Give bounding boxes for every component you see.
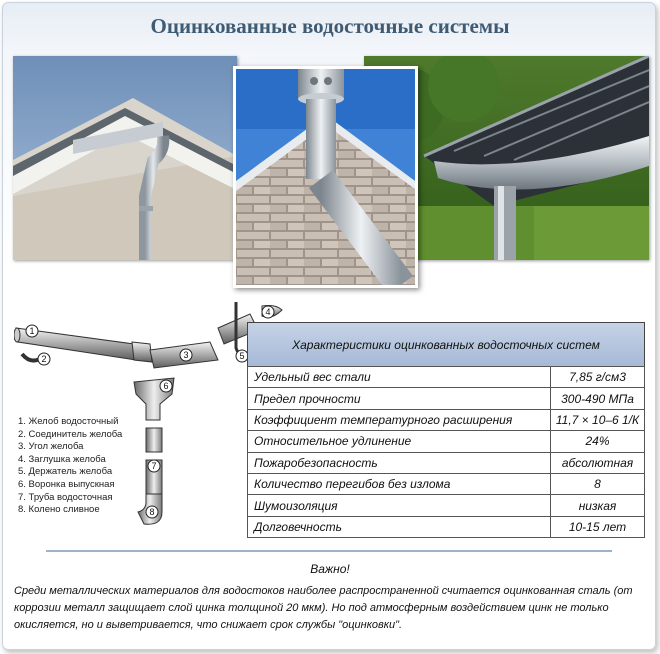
spec-value: 300-490 МПа — [551, 388, 645, 409]
spec-label: Удельный вес стали — [248, 367, 551, 388]
spec-value: 11,7 × 10–6 1/К — [551, 409, 645, 430]
diagram-label-6: 6 — [163, 381, 169, 391]
table-row — [248, 367, 645, 388]
diagram-label-5: 5 — [239, 351, 245, 361]
legend-item: 3. Угол желоба — [18, 441, 84, 453]
connector-part — [132, 342, 152, 362]
spec-value: низкая — [551, 495, 645, 516]
pipe-part — [146, 428, 162, 452]
spec-value: 10-15 лет — [551, 516, 645, 537]
table-row — [248, 431, 645, 452]
diagram-label-4: 4 — [265, 307, 271, 317]
spec-value: 8 — [551, 473, 645, 494]
legend-item: 8. Колено сливное — [18, 504, 100, 516]
spec-label: Предел прочности — [248, 388, 551, 409]
section-divider — [46, 550, 612, 552]
table-caption: Характеристики оцинкованных водосточных систем — [247, 322, 645, 366]
spec-label: Количество перегибов без излома — [248, 473, 551, 494]
diagram-label-1: 1 — [29, 326, 35, 336]
table-row — [248, 452, 645, 473]
legend-item: 4. Заглушка желоба — [18, 453, 106, 465]
table-row — [248, 495, 645, 516]
diagram-label-3: 3 — [183, 350, 189, 360]
diagram-label-8: 8 — [149, 507, 155, 517]
legend-item: 5. Держатель желоба — [18, 466, 113, 478]
diagram-number-8 — [146, 506, 158, 518]
legend-item: 2. Соединитель желоба — [18, 428, 123, 440]
diagram-number-1 — [26, 325, 38, 337]
components-legend — [18, 416, 122, 517]
diagram-number-6 — [160, 380, 172, 392]
diagram-number-7 — [148, 460, 160, 472]
table-row — [248, 388, 645, 409]
spec-label: Шумоизоляция — [248, 495, 551, 516]
gutter-photo-left — [13, 56, 237, 260]
important-heading: Важно! — [310, 562, 350, 576]
diagram-label-7: 7 — [151, 461, 157, 471]
specifications-table — [247, 322, 645, 538]
spec-value: 24% — [551, 431, 645, 452]
page-title: Оцинкованные водосточные системы — [150, 14, 510, 38]
table-row — [248, 516, 645, 537]
spec-label: Относительное удлинение — [248, 431, 551, 452]
table-row — [248, 473, 645, 494]
diagram-number-2 — [38, 353, 50, 365]
spec-label: Долговечность — [248, 516, 551, 537]
note-paragraph: Среди металлических материалов для водостоков наиболее распространенной считается оцинкованная сталь (от коррозии металл защищает слой цинка толщиной 20 мкм). Но под атмосферным воздействием цинк не только окисляется, но и выветривается, что снижает срок службы "оцинковки". — [14, 585, 633, 631]
legend-item: 1. Желоб водосточный — [18, 416, 119, 427]
gutter-photo-center — [233, 66, 418, 288]
diagram-label-2: 2 — [41, 354, 47, 364]
table-row — [248, 409, 645, 430]
spec-value: абсолютная — [551, 452, 645, 473]
legend-item: 7. Труба водосточная — [18, 491, 113, 503]
spec-value: 7,85 г/см3 — [551, 367, 645, 388]
spec-label: Пожаробезопасность — [248, 452, 551, 473]
diagram-number-3 — [180, 349, 192, 361]
spec-label: Коэффициент температурного расширения — [248, 409, 551, 430]
legend-item: 6. Воронка выпускная — [18, 478, 115, 490]
diagram-number-4 — [262, 306, 274, 318]
